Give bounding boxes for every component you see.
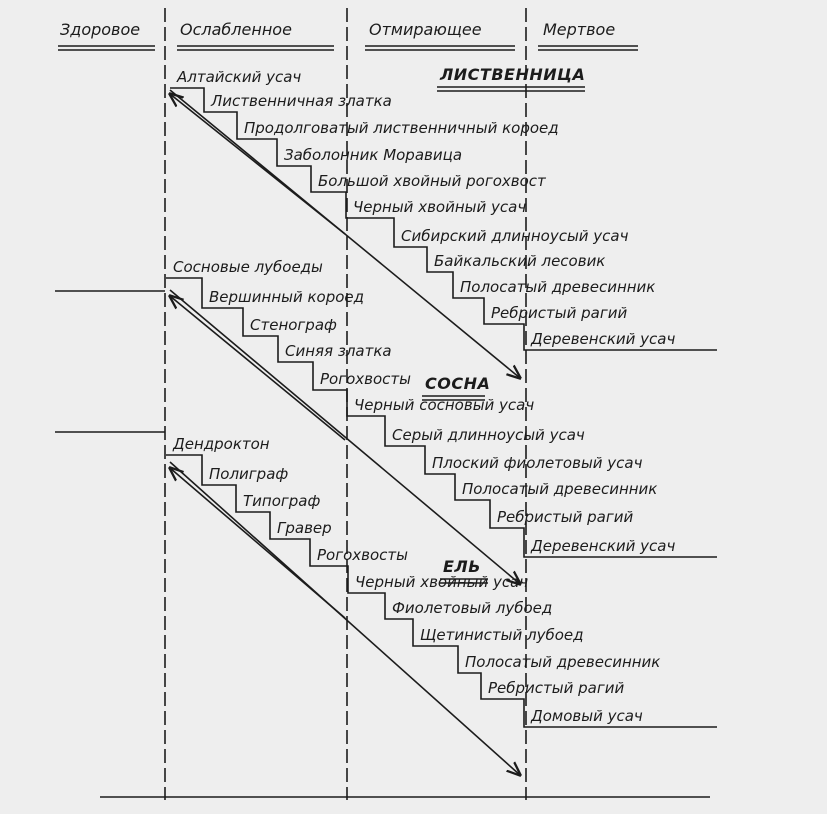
insect-label: Рогохвосты	[317, 546, 409, 564]
tree-name: ЛИСТВЕННИЦА	[440, 65, 586, 84]
insect-label: Ребристый рагий	[497, 508, 634, 526]
insect-label: Полосатый древесинник	[465, 653, 661, 671]
staircase-line	[166, 278, 717, 557]
insect-label: Сибирский длинноусый усач	[401, 227, 629, 245]
insect-label: Ребристый рагий	[491, 304, 628, 322]
insect-label: Деревенский усач	[531, 537, 676, 555]
insect-label: Продолговатый лиственничный короед	[244, 119, 559, 137]
insect-label: Черный хвойный усач	[353, 198, 527, 216]
insect-label: Синяя златка	[285, 342, 392, 360]
tree-name: ЕЛЬ	[443, 557, 481, 576]
header-underlines	[58, 46, 638, 50]
insect-label: Вершинный короед	[209, 288, 365, 306]
header-healthy: Здоровое	[60, 20, 141, 39]
insect-label: Большой хвойный рогохвост	[318, 172, 546, 190]
insect-label: Дендроктон	[173, 435, 270, 453]
insect-label: Сосновые лубоеды	[173, 258, 323, 276]
insect-label: Домовый усач	[531, 707, 643, 725]
insect-label: Лиственничная златка	[211, 92, 392, 110]
insect-label: Черный хвойный усач	[355, 573, 529, 591]
insect-label: Байкальский лесовик	[434, 252, 606, 270]
insect-label: Заболонник Моравица	[284, 146, 463, 164]
insect-label: Ребристый рагий	[488, 679, 625, 697]
insect-label: Полиграф	[209, 465, 289, 483]
insect-label: Полосатый древесинник	[462, 480, 658, 498]
insect-label: Полосатый древесинник	[460, 278, 656, 296]
insect-label: Серый длинноусый усач	[392, 426, 585, 444]
header-dying: Отмирающее	[369, 20, 482, 39]
insect-label: Черный сосновый усач	[354, 396, 535, 414]
insect-label: Деревенский усач	[531, 330, 676, 348]
insect-label: Плоский фиолетовый усач	[432, 454, 643, 472]
header-dead: Мертвое	[543, 20, 616, 39]
insect-label: Стенограф	[250, 316, 337, 334]
section-separators	[55, 291, 165, 432]
arrow-diagonal-back	[170, 468, 345, 618]
header-weakened: Ослабленное	[180, 20, 292, 39]
insect-label: Типограф	[243, 492, 321, 510]
insect-label: Фиолетовый лубоед	[392, 599, 553, 617]
tree-name: СОСНА	[425, 374, 491, 393]
arrow-diagonal-back	[170, 94, 345, 234]
insect-label: Алтайский усач	[177, 68, 302, 86]
arrow-diagonal-forward	[170, 462, 520, 775]
insect-label: Гравер	[277, 519, 332, 537]
insect-label: Рогохвосты	[320, 370, 412, 388]
insect-label: Щетинистый лубоед	[420, 626, 584, 644]
